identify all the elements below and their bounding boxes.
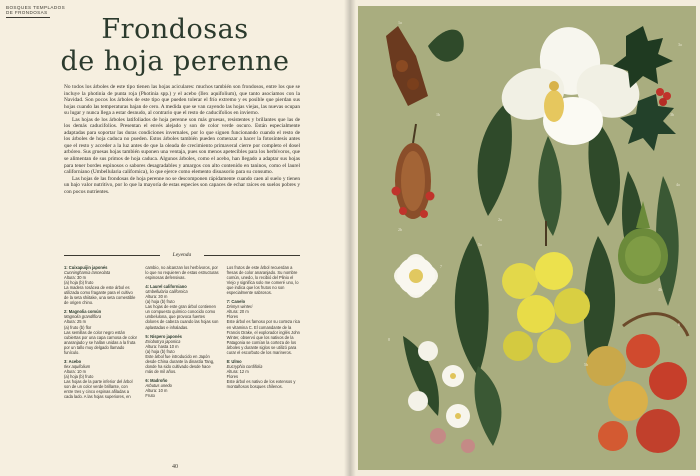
legend-entry-name: 1: Cuixapuijin japonés <box>64 265 108 270</box>
legend-entry-line: Este árbol es nativo de los extensos y montañosos bosques chilenos. <box>226 378 296 390</box>
magnolia-leaf <box>538 136 561 236</box>
legend-entry-latin: Cunninghamia lanceolata <box>64 270 111 276</box>
plate-label: 2a <box>498 217 502 222</box>
section-line-1: BOSQUES TEMPLADOS <box>6 5 66 10</box>
legend-entry-line: Este árbol fue introducido en Japón desde China durante la dinastía Tang, donde ha sido cultivado desde hace más de mil años. <box>145 353 215 374</box>
magnolia-leaf <box>478 101 512 216</box>
legend-entry <box>145 284 218 329</box>
legend-entry-line: La madera rosácea de este árbol es utilizada como fragante para el cultivo de la seta shiitake, una seta comestible de origen chino. <box>64 285 136 306</box>
legend-entry <box>64 309 137 354</box>
legend <box>64 265 300 403</box>
legend-entry-line: Las hojas de la parte inferior del árbol son de un color verde brillante, con entre tres y cinco espinas afiladas a cada lado. A las hojas superiores, en <box>64 378 133 400</box>
legend-entry-line: Las hojas de este gran árbol contienen un compuesto químico conocido como umbelulona, que provoca fuertes dolores de cabeza cuando las hojas son aplastadas e inhaladas. <box>145 304 219 330</box>
legend-entry-latin: Ilex aquifolium <box>64 363 91 369</box>
paragraph-1: No todos los árboles de este tipo tienen las hojas aciculares: muchos también son frondosos, entre los que se incluye la photinia de punta roja (Photinia spp.) y el acebo (Ilex aquifolium), que tanto asociamos con la Navidad. Son pocos los árboles de este tipo que pueden tolerar el frío extremo y es posible que pierdan sus hojas cuando las temperaturas bajan de cero. A medida que se van cayendo las hojas viejas, las nuevas ocupan su lugar y nunca llega a estar desnudo, al contrario que el resto de caducifolios en invierno. <box>64 84 300 117</box>
legend-entry-latin: Eucryphia cordifolia <box>226 363 263 369</box>
legend-entry <box>145 378 218 398</box>
botanical-plate <box>358 6 696 470</box>
legend-entry-line: Altura: 30 m <box>64 275 87 281</box>
legend-entry-line: (a) hoja (b) fruto <box>64 373 94 379</box>
magnolia-flower <box>494 22 647 145</box>
plate-label: 1b <box>436 112 440 117</box>
legend-entry-latin: Magnolia grandiflora <box>64 314 102 320</box>
legend-entry-latin: Arbutus unedo <box>145 382 172 388</box>
magnolia-cone <box>386 26 464 106</box>
paragraph-3: Las hojas de las frondosas de hoja perenne no se descomponen rápidamente cuando caen al suelo y tienen un bajo valor nutritivo, por lo que la mayoría de estas especies son capaces de echar raíces en suelos pobres y con pocos nutrientes. <box>64 175 300 195</box>
plate-label: 3a <box>678 42 682 47</box>
page-title-line-1: Frondosas <box>101 14 249 45</box>
legend-entry-name: 4: Laurel californiano <box>145 284 187 290</box>
legend-entry-line: Altura: hasta 10 m <box>145 343 179 349</box>
legend-entry-line: Fruto <box>145 393 155 399</box>
legend-entry-line: cambio, no alcanzan los herbívoros, por lo que no requieren de estas estructuras espinosas defensivas. <box>145 265 219 281</box>
section-line-2: DE FRONDOSAS <box>6 10 48 16</box>
legend-entry-line: (a) hoja (b) fruto <box>145 299 175 305</box>
plate-label: 1a <box>398 20 402 25</box>
legend-entry-name: 3: Acebo <box>64 358 82 364</box>
legend-column-3 <box>227 265 300 403</box>
legend-entry-line: Este árbol es famoso por su corteza rica en vitamina C. El comandante de la Francis Drake, el explorador inglés John Winter, observó que los nativos de la Patagonia se comían la corteza de los árboles y durante siglos se utilizó para curar el escorbuto de los marineros. <box>226 319 300 355</box>
plate-label: 6 <box>678 322 680 327</box>
legend-entry-line: (a) hoja (b) fruto <box>145 348 175 354</box>
plate-label: 5a <box>478 242 482 247</box>
plate-label: 5b <box>584 362 588 367</box>
legend-entry-line: (a) fruto (b) flor <box>64 324 92 330</box>
legend-entry <box>64 265 137 305</box>
legend-entry-line: (a) hoja (b) fruto <box>64 280 94 286</box>
magnolia-fruit <box>392 124 435 219</box>
canelo-flower <box>394 254 438 298</box>
legend-entry-name: 6: Madroño <box>145 377 168 383</box>
legend-entry <box>227 359 300 389</box>
legend-entry <box>227 299 300 355</box>
legend-entry-line: Altura: 10 m <box>64 368 87 374</box>
legend-entry-name: 2: Magnolia común <box>64 309 102 315</box>
plate-label: 7 <box>440 264 442 269</box>
plate-label: 4a <box>676 182 680 187</box>
legend-title: Leyenda <box>172 252 192 258</box>
legend-entry-name: 8: Ulmo <box>226 358 242 364</box>
page-title-line-2: de hoja perenne <box>60 46 290 77</box>
legend-entry <box>227 265 300 295</box>
plate-label: 4b <box>658 287 662 292</box>
legend-entry <box>145 265 218 280</box>
plate-label: 8 <box>388 337 390 342</box>
legend-entry-latin: Drimys winteri <box>226 304 253 310</box>
legend-column-2 <box>145 265 218 403</box>
legend-entry-name: 5: Níspero japonés <box>145 333 182 339</box>
paragraph-2: Las hojas de los árboles latifoliados de hoja perenne son más gruesas, resistentes y brillantes que las de los demás caducifolios. Presentan el envés alejado y son de color verde oscuro. Están especialmente adaptadas para soportar las duras condiciones invernales, por lo que siguen funcionando cuando el resto de los árboles de hoja caduca no pueden. Estos árboles también pueden comenzar a hacer la fotosíntesis antes que el resto y acceder a la luz antes de que la oleada de crecimiento primaveral cierre por completo el dosel arbóreo. Sus gruesas hojas también suponen una ventaja, pues son menos apetecibles para los herbívoros, que se alimentan de sus primos de hoja caduca. Algunos árboles, como el acebo, han llegado a adaptar sus hojas para tener bordes espinosos o sabores desagradables y amargos con alto contenido en taninos, como el laurel californiano (Umbellularia californica), lo que ejerce como elemento disuasorio para su consumo. <box>64 116 300 176</box>
legend-entry-latin: Umbellularia californica <box>145 289 188 295</box>
body-text <box>64 84 300 195</box>
legend-entry-line: Las semillas de color negro están cubiertas por una capa carnosa de color anaranjado y se hallan unidas a la fruta por un tallo muy delgado llamado funículo. <box>64 329 138 355</box>
legend-entry-line: Los frutos de este árbol recuerdan a fresas de color anaranjado. Su nombre común, unedo, lo recibió del Plinio el Viejo y significa solo me comeré uno, lo que indica que los frutos no son especialmente sabrosos. <box>226 265 299 296</box>
legend-entry-line: Altura: 20 m <box>226 309 249 315</box>
page-number: 40 <box>172 464 178 470</box>
legend-entry-line: Altura: 25 m <box>64 319 87 325</box>
legend-entry-line: Flores <box>226 314 239 320</box>
ulmo-flowers <box>403 336 501 453</box>
legend-column-1 <box>64 265 137 403</box>
botanical-illustration <box>358 6 696 470</box>
legend-entry <box>145 334 218 374</box>
plate-label: 3b <box>670 112 674 117</box>
legend-entry <box>64 359 137 399</box>
legend-entry-line: Flores <box>226 373 239 379</box>
legend-entry-line: Altura: 30 m <box>145 294 168 300</box>
plate-label: 2b <box>398 227 402 232</box>
legend-entry-latin: Eriobotrya japonica <box>145 338 181 344</box>
laurel-branch <box>618 171 679 306</box>
legend-entry-line: Altura: 10 m <box>145 388 168 394</box>
legend-entry-line: Altura: 12 m <box>226 368 249 374</box>
legend-entry-name: 7: Canelo <box>226 299 246 305</box>
right-page <box>350 0 700 476</box>
legend-rule-right <box>204 255 300 256</box>
